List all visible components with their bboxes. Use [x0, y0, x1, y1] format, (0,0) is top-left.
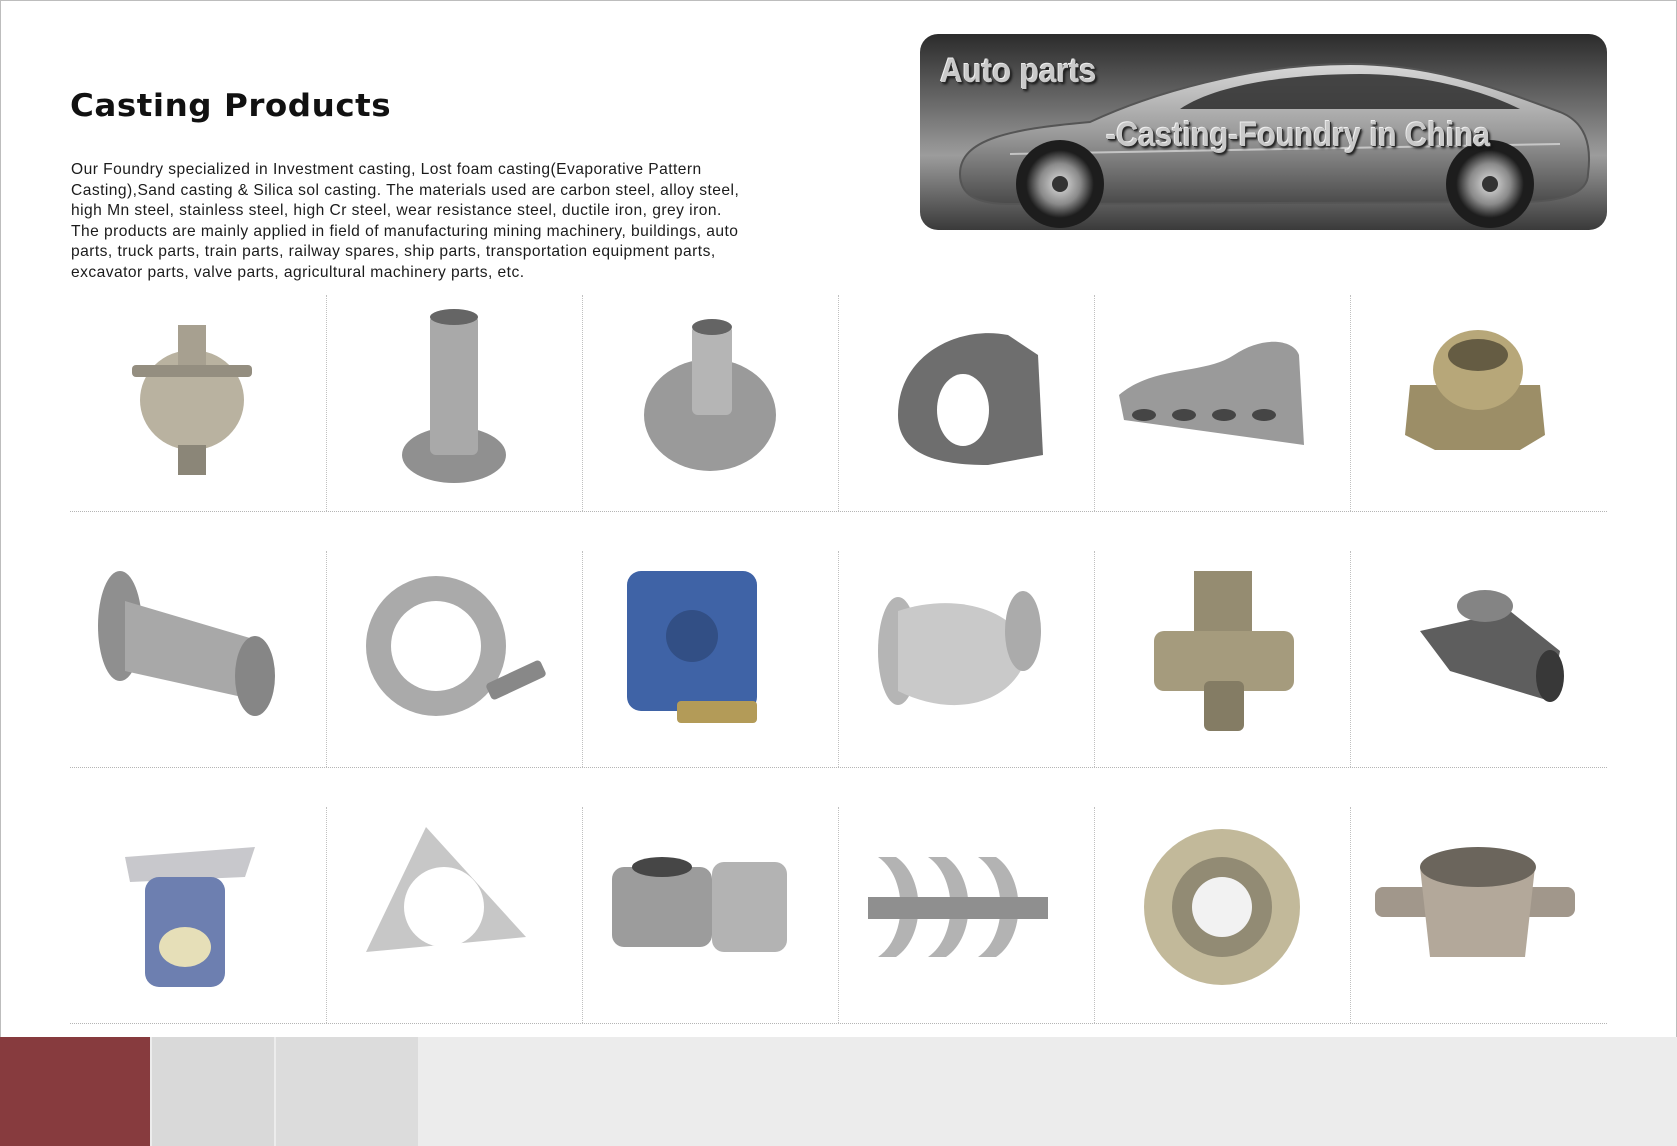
intro-line: Our Foundry specialized in Investment casting, Lost foam casting(Evaporative Pattern	[71, 161, 702, 178]
product-image-differential-carrier	[838, 295, 1094, 511]
footer-grey-block	[276, 1037, 418, 1146]
blue-painted-housing-illustration	[582, 551, 838, 767]
differential-case-illustration	[70, 295, 326, 511]
product-image-hub-flange	[582, 295, 838, 511]
intro-line: The products are mainly applied in field of manufacturing mining machinery, buildings, auto	[71, 222, 739, 240]
product-image-spindle-flange-shaft	[326, 295, 582, 511]
product-image-gear-ring-bracket	[326, 551, 582, 767]
forged-tee-illustration	[1350, 551, 1606, 767]
product-image-bearing-cage-ring	[1094, 807, 1350, 1023]
pipe-tee-valve-illustration	[1094, 551, 1350, 767]
product-image-forged-tee	[1350, 551, 1606, 767]
footer-red-block	[0, 1037, 150, 1146]
differential-carrier-illustration	[838, 295, 1094, 511]
product-image-brass-threaded-fitting	[1350, 295, 1606, 511]
product-image-polished-couplings	[582, 807, 838, 1023]
banner-subtitle: -Casting-Foundry in China	[1106, 116, 1491, 154]
product-image-blue-painted-housing	[582, 551, 838, 767]
product-image-screw-auger	[838, 807, 1094, 1023]
hub-flange-illustration	[582, 295, 838, 511]
intro-paragraph	[71, 160, 821, 283]
meter-housing-illustration	[1350, 807, 1606, 1023]
product-image-differential-case	[70, 295, 326, 511]
intro-line: Casting),Sand casting & Silica sol casting. The materials used are carbon steel, alloy steel,	[71, 181, 740, 199]
product-image-triangular-polished-part	[326, 807, 582, 1023]
page-title: Casting Products	[70, 88, 392, 124]
product-image-check-valve-body	[838, 551, 1094, 767]
auto-parts-banner	[920, 34, 1607, 230]
row-divider	[70, 1023, 1607, 1024]
product-image-polished-valve-head	[70, 807, 326, 1023]
bearing-cage-ring-illustration	[1094, 807, 1350, 1023]
footer-color-bar	[0, 1037, 1677, 1146]
product-grid	[70, 295, 1607, 1029]
product-image-meter-housing	[1350, 807, 1606, 1023]
row-divider	[70, 767, 1607, 768]
polished-couplings-illustration	[582, 807, 838, 1023]
product-image-pipe-tee-valve	[1094, 551, 1350, 767]
triangular-polished-part-illustration	[326, 807, 582, 1023]
intro-line: parts, truck parts, train parts, railway spares, ship parts, transportation equipment parts,	[71, 243, 716, 260]
check-valve-body-illustration	[838, 551, 1094, 767]
brass-threaded-fitting-illustration	[1350, 295, 1606, 511]
product-image-valve-body-flanged	[70, 551, 326, 767]
exhaust-manifold-illustration	[1094, 295, 1350, 511]
polished-valve-head-illustration	[70, 807, 326, 1023]
product-image-exhaust-manifold	[1094, 295, 1350, 511]
valve-body-flanged-illustration	[70, 551, 326, 767]
banner-title: Auto parts	[940, 52, 1097, 90]
gear-ring-bracket-illustration	[326, 551, 582, 767]
spindle-flange-shaft-illustration	[326, 295, 582, 511]
intro-line: excavator parts, valve parts, agricultural machinery parts, etc.	[71, 263, 525, 281]
intro-line: high Mn steel, stainless steel, high Cr steel, wear resistance steel, ductile iron, grey iron.	[71, 202, 722, 219]
row-divider	[70, 511, 1607, 512]
footer-grey-block	[152, 1037, 274, 1146]
screw-auger-illustration	[838, 807, 1094, 1023]
